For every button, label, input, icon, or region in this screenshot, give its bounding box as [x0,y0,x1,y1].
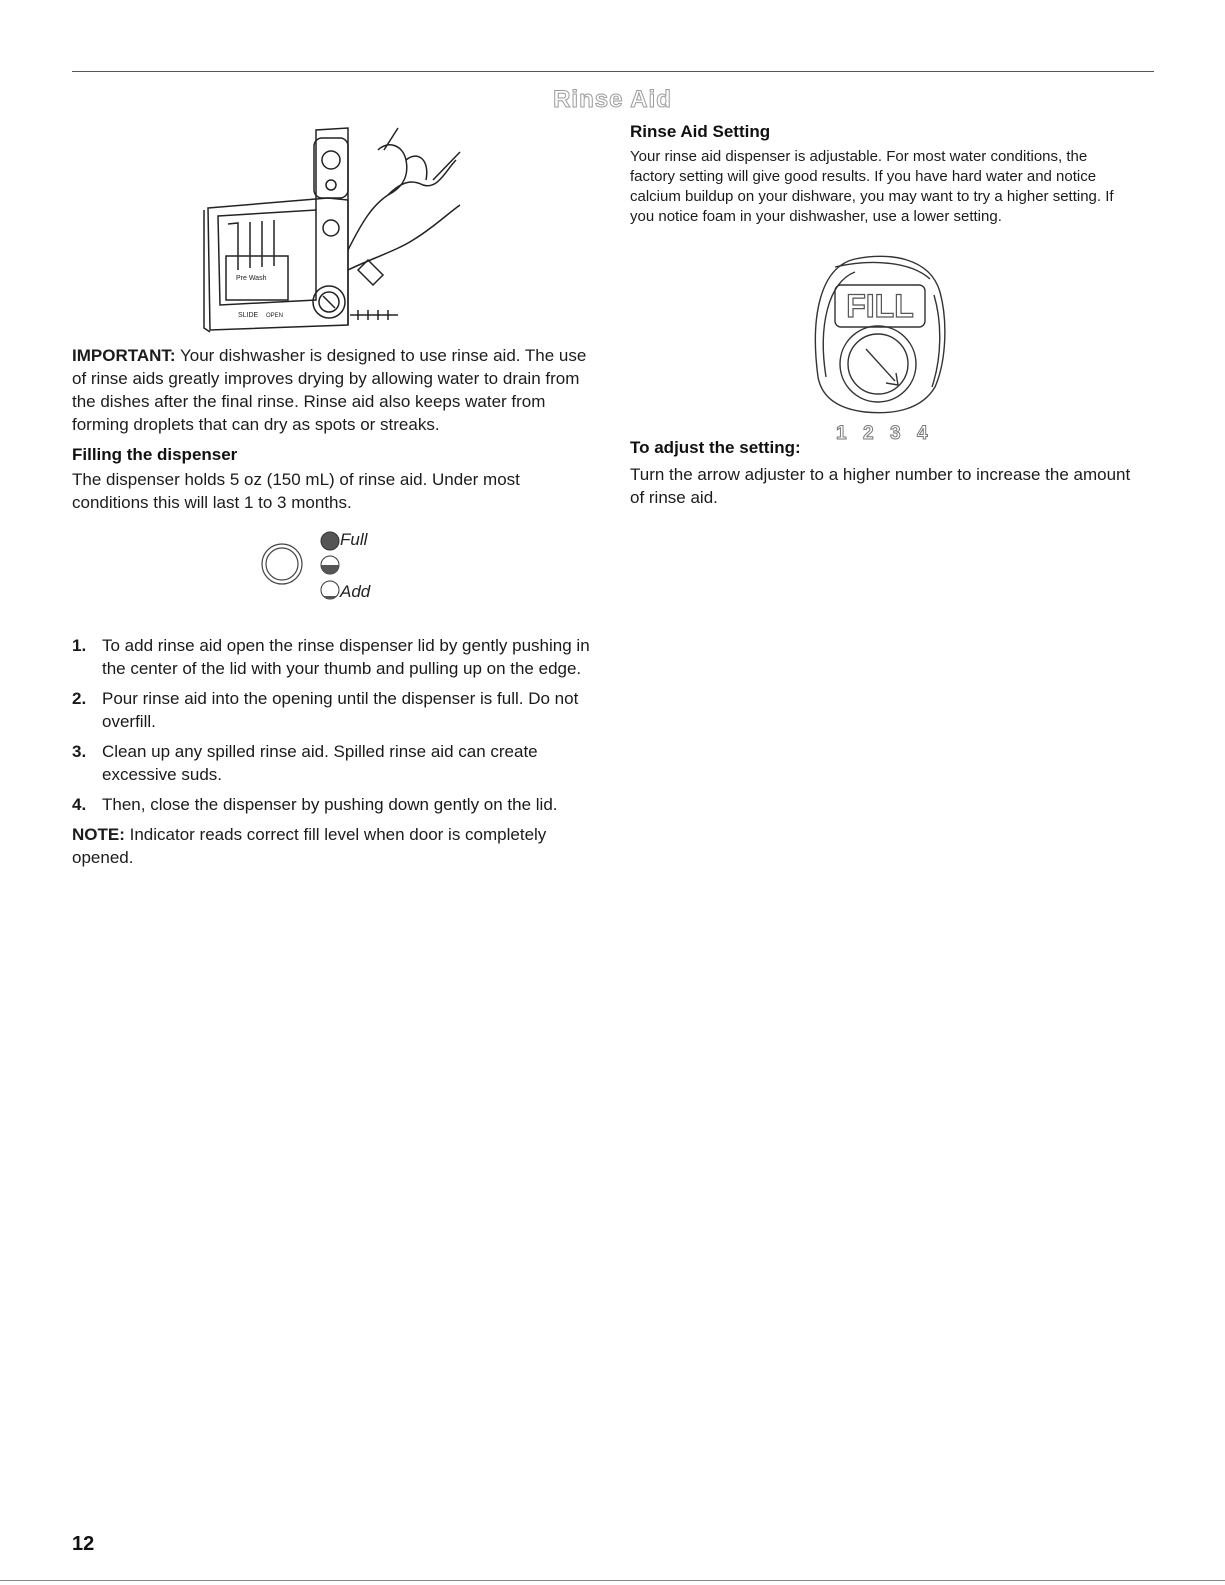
page-number: 12 [72,1533,95,1555]
steps-list [72,634,592,816]
note-lead: NOTE: [72,825,125,844]
list-item: 2. Pour rinse aid into the opening until the dispenser is full. Do not overfill. [72,689,579,731]
section-title: Rinse Aid [553,86,672,113]
dial-fill-label: FILL [846,288,914,324]
dial-number-1: 1 [836,423,847,442]
rinse-aid-dial-illustration [630,237,1135,442]
list-item: 3. Clean up any spilled rinse aid. Spilled rinse aid can create excessive suds. [72,742,538,784]
dial-number-3: 3 [890,423,901,442]
fill-indicator-icon [260,524,340,604]
note-paragraph [72,823,592,869]
panel-label-slide: SLIDE [238,312,259,319]
dishwasher-dispenser-illustration [198,110,468,338]
panel-label-open: OPEN [266,313,284,319]
adjust-text: Turn the arrow adjuster to a higher number to increase the amount of rinse aid. [630,465,1131,507]
list-item: 4. Then, close the dispenser by pushing down gently on the lid. [72,795,558,814]
indicator-add-label: Add [340,582,371,601]
fill-indicator [72,524,592,614]
filling-text: The dispenser holds 5 oz (150 mL) of rinse aid. Under most conditions this will last 1 to 3 months. [72,470,520,512]
bottom-rule [0,1580,1225,1581]
filling-heading: Filling the dispenser [72,445,238,464]
right-column [630,122,1135,509]
list-item: 1. To add rinse aid open the rinse dispenser lid by gently pushing in the center of the lid with your thumb and pulling up on the edge. [72,636,590,678]
panel-label-prewash: Pre Wash [236,275,267,282]
important-text: Your dishwasher is designed to use rinse aid. The use of rinse aids greatly improves drying by allowing water to drain from the dishes after the final rinse. Rinse aid also keeps water from forming droplets that can dry as spots or streaks. [72,346,587,434]
important-lead: IMPORTANT: [72,346,176,365]
top-rule [72,71,1154,72]
adjust-heading: To adjust the setting: [630,438,801,457]
setting-text: Your rinse aid dispenser is adjustable. For most water conditions, the factory setting will give good results. If you have hard water and notice calcium buildup on your dishware, you may want to try a higher setting. If you notice foam in your dishwasher, use a lower setting. [630,148,1114,225]
setting-heading: Rinse Aid Setting [630,122,771,141]
dial-number-2: 2 [863,423,874,442]
note-text: Indicator reads correct fill level when door is completely opened. [72,825,547,867]
left-column [72,110,592,869]
indicator-full-label: Full [340,530,368,549]
important-paragraph [72,344,592,436]
dial-number-4: 4 [917,423,928,442]
